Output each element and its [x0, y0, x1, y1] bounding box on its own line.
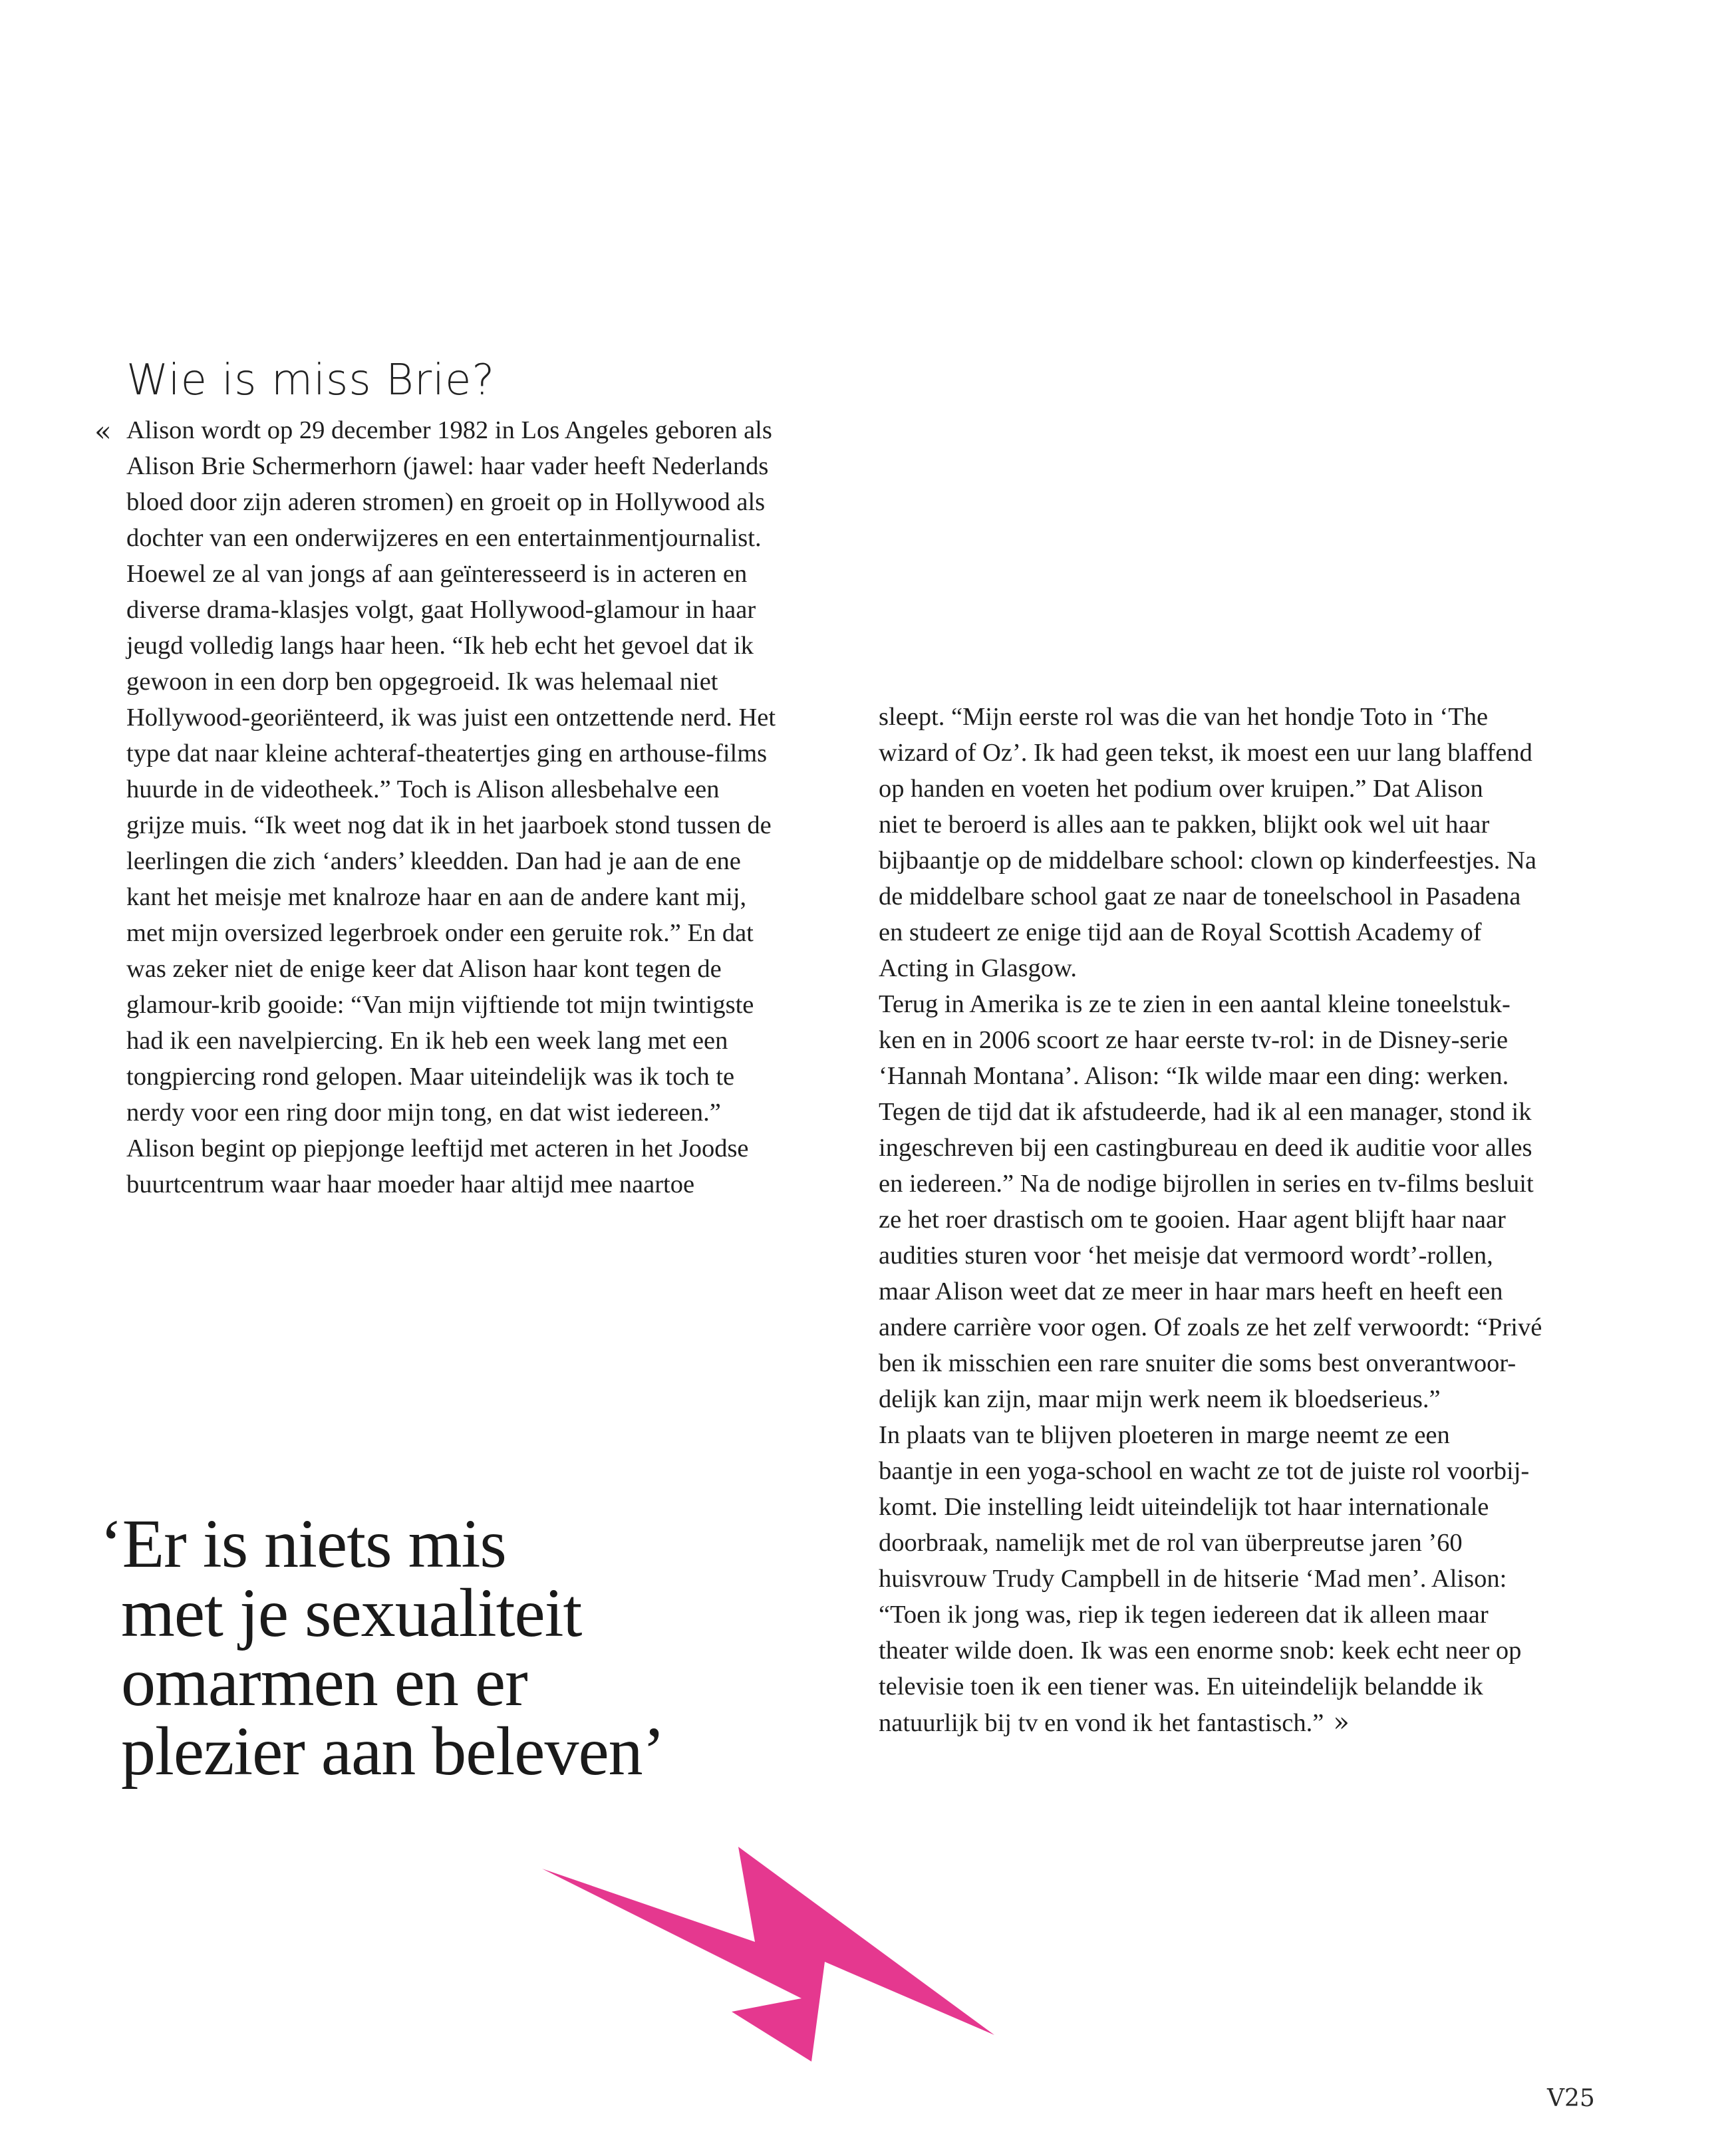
body-line: theater wilde doen. Ik was een enorme snob: keek echt neer op	[879, 1637, 1522, 1665]
body-line: tongpiercing rond gelopen. Maar uiteindelijk was ik toch te	[126, 1063, 735, 1091]
article-column-left	[126, 412, 776, 1202]
body-line: audities sturen voor ‘het meisje dat vermoord wordt’-rollen,	[879, 1242, 1493, 1270]
page-number: V25	[1547, 2085, 1595, 2112]
body-line: doorbraak, namelijk met de rol van überpreutse jaren ’60	[879, 1529, 1463, 1557]
body-line: ben ik misschien een rare snuiter die soms best onverantwoor-	[879, 1349, 1517, 1377]
body-line: Terug in Amerika is ze te zien in een aantal kleine toneelstuk-	[879, 990, 1511, 1018]
body-line: type dat naar kleine achteraf-theatertjes ging en arthouse-films	[126, 740, 768, 767]
body-line: grijze muis. “Ik weet nog dat ik in het jaarboek stond tussen de	[126, 811, 772, 839]
body-line: was zeker niet de enige keer dat Alison haar kont tegen de	[126, 955, 722, 983]
body-line: ze het roer drastisch om te gooien. Haar agent blijft haar naar	[879, 1206, 1506, 1234]
pull-quote-line: ‘Er is niets mis	[100, 1506, 506, 1582]
body-line: delijk kan zijn, maar mijn werk neem ik bloedserieus.”	[879, 1385, 1441, 1413]
open-quote-mark-icon: «	[94, 415, 112, 448]
body-line: Acting in Glasgow.	[879, 954, 1077, 982]
body-line: huisvrouw Trudy Campbell in de hitserie ‘Mad men’. Alison:	[879, 1565, 1507, 1593]
pull-quote-line: omarmen en er	[121, 1644, 527, 1720]
body-line: Alison Brie Schermerhorn (jawel: haar vader heeft Nederlands	[126, 452, 769, 480]
body-line-text: natuurlijk bij tv en vond ik het fantastisch.”	[879, 1709, 1324, 1737]
body-line: huurde in de videotheek.” Toch is Alison allesbehalve een	[126, 775, 720, 803]
body-line: televisie toen ik een tiener was. En uiteindelijk belandde ik	[879, 1673, 1483, 1700]
body-line: had ik een navelpiercing. En ik heb een week lang met een	[126, 1027, 728, 1055]
body-line: kant het meisje met knalroze haar en aan de andere kant mij,	[126, 883, 747, 911]
body-line: buurtcentrum waar haar moeder haar altijd mee naartoe	[126, 1170, 695, 1198]
lightning-bolt-icon	[532, 1839, 998, 2065]
body-line: Alison begint op piepjonge leeftijd met acteren in het Joodse	[126, 1135, 749, 1162]
pull-quote	[100, 1506, 665, 1790]
body-line: glamour-krib gooide: “Van mijn vijftiende tot mijn twintigste	[126, 991, 754, 1019]
body-line: en studeert ze enige tijd aan de Royal Scottish Academy of	[879, 918, 1482, 946]
body-line: bijbaantje op de middelbare school: clown op kinderfeestjes. Na	[879, 847, 1536, 874]
body-line: niet te beroerd is alles aan te pakken, blijkt ook wel uit haar	[879, 811, 1490, 839]
body-line: met mijn oversized legerbroek onder een geruite rok.” En dat	[126, 919, 754, 947]
body-line: andere carrière voor ogen. Of zoals ze het zelf verwoordt: “Privé	[879, 1313, 1542, 1341]
body-line: Hollywood-georiënteerd, ik was juist een ontzettende nerd. Het	[126, 704, 776, 732]
lightning-bolt-shape	[542, 1847, 994, 2062]
pull-quote-line: plezier aan beleven’	[121, 1713, 665, 1790]
body-line: diverse drama-klasjes volgt, gaat Hollywood-glamour in haar	[126, 596, 756, 624]
article-heading: Wie is miss Brie?	[126, 356, 496, 405]
body-line: dochter van een onderwijzeres en een entertainmentjournalist.	[126, 524, 762, 552]
body-line: baantje in een yoga-school en wacht ze tot de juiste rol voorbij-	[879, 1457, 1530, 1485]
body-line: ken en in 2006 scoort ze haar eerste tv-rol: in de Disney-serie	[879, 1026, 1509, 1054]
body-line: maar Alison weet dat ze meer in haar mars heeft en heeft een	[879, 1278, 1503, 1305]
body-line: bloed door zijn aderen stromen) en groeit op in Hollywood als	[126, 488, 766, 516]
body-line: gewoon in een dorp ben opgegroeid. Ik was helemaal niet	[126, 668, 718, 696]
body-line: Tegen de tijd dat ik afstudeerde, had ik al een manager, stond ik	[879, 1098, 1532, 1126]
body-line: komt. Die instelling leidt uiteindelijk tot haar internationale	[879, 1493, 1489, 1521]
body-line: en iedereen.” Na de nodige bijrollen in series en tv-films besluit	[879, 1170, 1534, 1198]
body-line: sleept. “Mijn eerste rol was die van het hondje Toto in ‘The	[879, 703, 1489, 731]
body-line: ‘Hannah Montana’. Alison: “Ik wilde maar een ding: werken.	[879, 1062, 1509, 1090]
body-line: ingeschreven bij een castingbureau en deed ik auditie voor alles	[879, 1134, 1532, 1162]
pull-quote-line: met je sexualiteit	[121, 1575, 582, 1651]
body-line: “Toen ik jong was, riep ik tegen iedereen dat ik alleen maar	[879, 1601, 1489, 1629]
body-line: wizard of Oz’. Ik had geen tekst, ik moest een uur lang blaffend	[879, 739, 1532, 767]
body-line: op handen en voeten het podium over kruipen.” Dat Alison	[879, 775, 1483, 803]
body-line: de middelbare school gaat ze naar de toneelschool in Pasadena	[879, 882, 1521, 910]
body-line: jeugd volledig langs haar heen. “Ik heb echt het gevoel dat ik	[126, 632, 754, 660]
body-line: nerdy voor een ring door mijn tong, en dat wist iedereen.”	[126, 1099, 721, 1127]
body-line: leerlingen die zich ‘anders’ kleedden. Dan had je aan de ene	[126, 847, 741, 875]
body-line: In plaats van te blijven ploeteren in marge neemt ze een	[879, 1421, 1450, 1449]
close-quote-mark-icon: »	[1333, 1707, 1350, 1738]
body-line: Hoewel ze al van jongs af aan geïnteresseerd is in acteren en	[126, 560, 748, 588]
article-column-right	[879, 699, 1542, 1741]
body-line: Alison wordt op 29 december 1982 in Los Angeles geboren als	[126, 416, 772, 444]
body-line-last	[879, 1704, 1542, 1741]
